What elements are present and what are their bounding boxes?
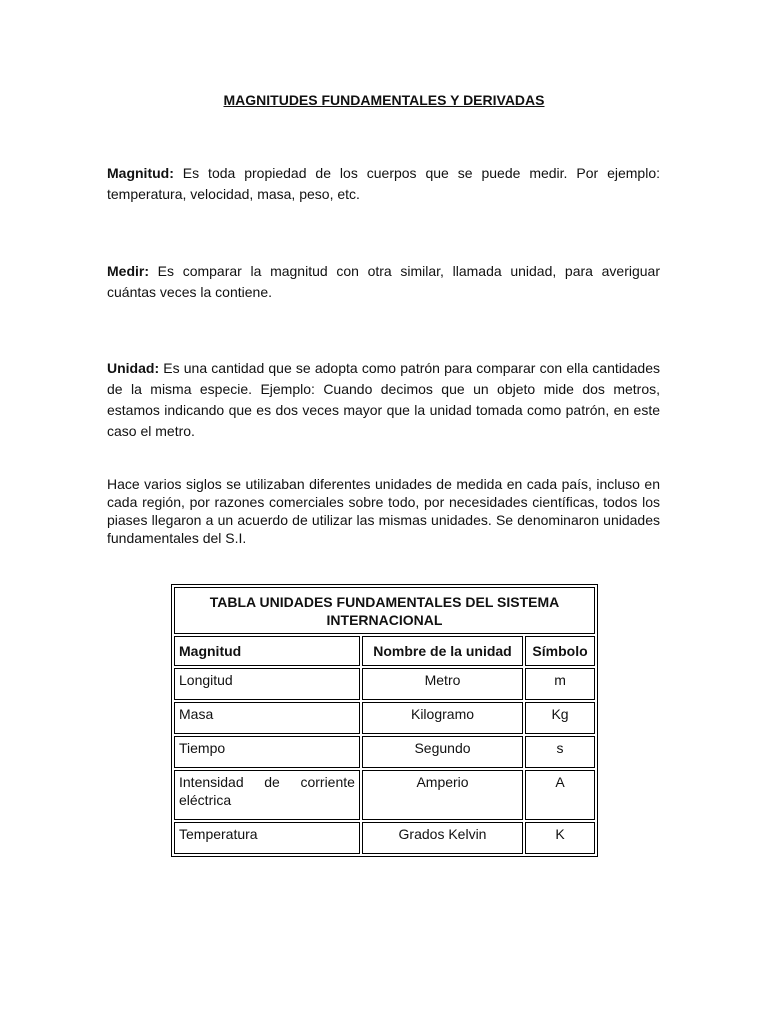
cell-unidad: Amperio xyxy=(362,770,523,820)
table-row xyxy=(174,822,595,854)
cell-unidad: Grados Kelvin xyxy=(362,822,523,854)
table-row xyxy=(174,736,595,768)
units-table-wrapper xyxy=(171,584,598,857)
cell-magnitud: Intensidad de corriente eléctrica xyxy=(174,770,360,820)
cell-simbolo: s xyxy=(525,736,595,768)
table-row xyxy=(174,668,595,700)
cell-magnitud: Tiempo xyxy=(174,736,360,768)
table-row xyxy=(174,702,595,734)
term-magnitud: Magnitud: xyxy=(107,165,174,181)
definition-unidad: Es una cantidad que se adopta como patrón para comparar con ella cantidades de la misma especie. Ejemplo: Cuando decimos que un objeto mide dos metros, estamos indicando que es dos veces mayor que la unidad tomada como patrón, en este caso el metro. xyxy=(107,360,660,439)
header-nombre-unidad: Nombre de la unidad xyxy=(362,636,523,666)
units-table xyxy=(171,584,598,857)
cell-simbolo: Kg xyxy=(525,702,595,734)
paragraph-magnitud xyxy=(107,163,660,205)
paragraph-unidad xyxy=(107,358,660,442)
cell-magnitud: Longitud xyxy=(174,668,360,700)
cell-simbolo: m xyxy=(525,668,595,700)
header-simbolo: Símbolo xyxy=(525,636,595,666)
cell-unidad: Segundo xyxy=(362,736,523,768)
document-title: MAGNITUDES FUNDAMENTALES Y DERIVADAS xyxy=(223,92,545,108)
table-caption: TABLA UNIDADES FUNDAMENTALES DEL SISTEMA INTERNACIONAL xyxy=(174,587,595,634)
cell-simbolo: K xyxy=(525,822,595,854)
table-header-row xyxy=(174,636,595,666)
term-medir: Medir: xyxy=(107,263,149,279)
table-row xyxy=(174,770,595,820)
cell-simbolo: A xyxy=(525,770,595,820)
definition-medir: Es comparar la magnitud con otra similar, llamada unidad, para averiguar cuántas veces la contiene. xyxy=(107,263,660,300)
header-magnitud: Magnitud xyxy=(174,636,360,666)
paragraph-medir xyxy=(107,261,660,303)
paragraph-history: Hace varios siglos se utilizaban diferentes unidades de medida en cada país, incluso en cada región, por razones comerciales sobre todo, por necesidades científicas, todos los piases llegaron a un acuerdo de utilizar las mismas unidades. Se denominaron unidades fundamentales del S.I. xyxy=(107,476,660,546)
cell-unidad: Metro xyxy=(362,668,523,700)
cell-unidad: Kilogramo xyxy=(362,702,523,734)
cell-magnitud: Temperatura xyxy=(174,822,360,854)
cell-magnitud: Masa xyxy=(174,702,360,734)
term-unidad: Unidad: xyxy=(107,360,160,376)
definition-magnitud: Es toda propiedad de los cuerpos que se puede medir. Por ejemplo: temperatura, velocidad, masa, peso, etc. xyxy=(107,165,660,202)
